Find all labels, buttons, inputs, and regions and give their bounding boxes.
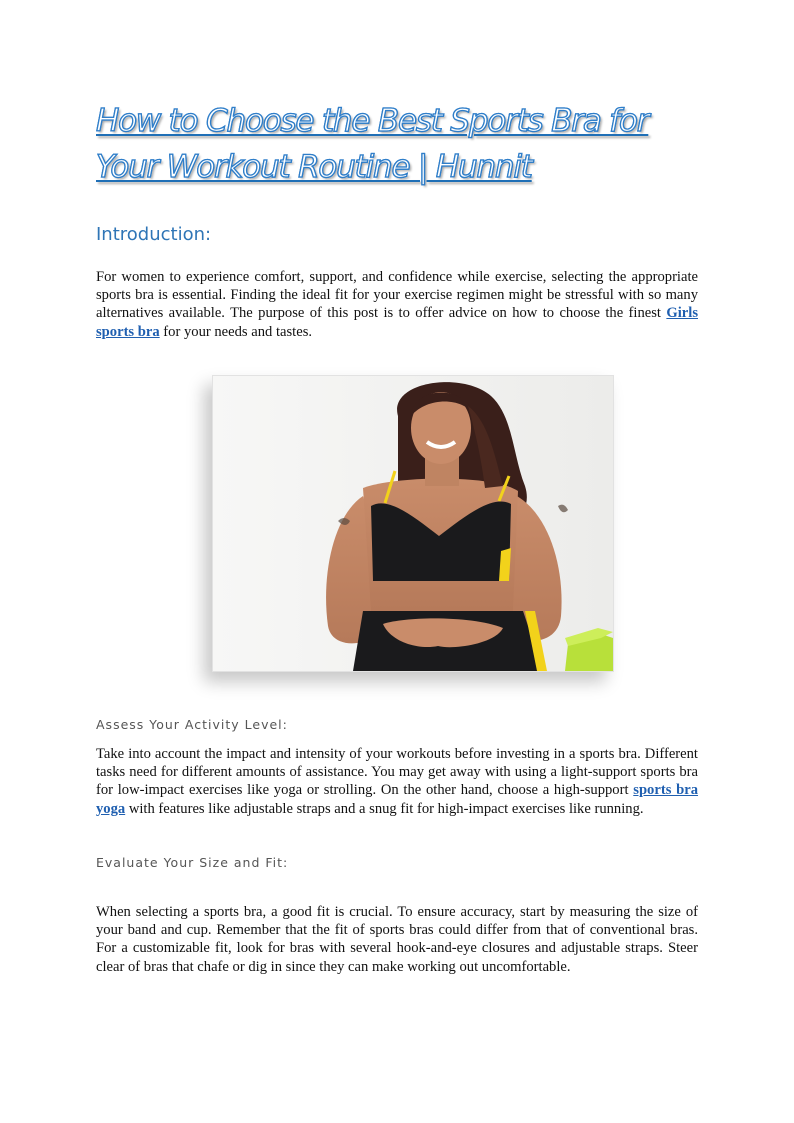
- intro-text-after-link: for your needs and tastes.: [159, 323, 313, 340]
- girls-sports-bra-link[interactable]: Girls sports bra: [96, 305, 698, 340]
- sports-bra-model-photo: [212, 375, 614, 672]
- activity-level-heading: Assess Your Activity Level:: [96, 717, 288, 732]
- size-fit-paragraph: When selecting a sports bra, a good fit is crucial. To ensure accuracy, start by measuring the size of your band and cup. Remember that the fit of sports bras could differ from that of conventional bras. For a customizable fit, look for bras with several hook-and-eye closures and adjustable straps. Steer clear of bras that chafe or dig in since they can make working out uncomfortable.: [96, 904, 698, 975]
- introduction-paragraph: [96, 268, 698, 341]
- intro-text-before-link: For women to experience comfort, support, and confidence while exercise, selecting the appropriate sports bra is essential. Finding the ideal fit for your exercise regimen might be stressful with so many alternatives available. The purpose of this post is to offer advice on how to choose the finest: [96, 269, 698, 322]
- sports-bra-yoga-link[interactable]: sports bra yoga: [96, 782, 699, 817]
- introduction-heading: Introduction:: [96, 224, 212, 245]
- activity-level-paragraph: [96, 745, 698, 818]
- page-title: How to Choose the Best Sports Bra for Your Workout Routine | Hunnit: [96, 103, 649, 185]
- size-fit-heading: Evaluate Your Size and Fit:: [96, 855, 289, 870]
- activity-text-after-link: with features like adjustable straps and a snug fit for high-impact exercises like running.: [125, 800, 644, 817]
- activity-text-before-link: Take into account the impact and intensity of your workouts before investing in a sports bra. Different tasks need for different amounts of assistance. You may get away with using a light-support sports bra for low-impact exercises like yoga or strolling. On the other hand, choose a high-support: [96, 746, 698, 799]
